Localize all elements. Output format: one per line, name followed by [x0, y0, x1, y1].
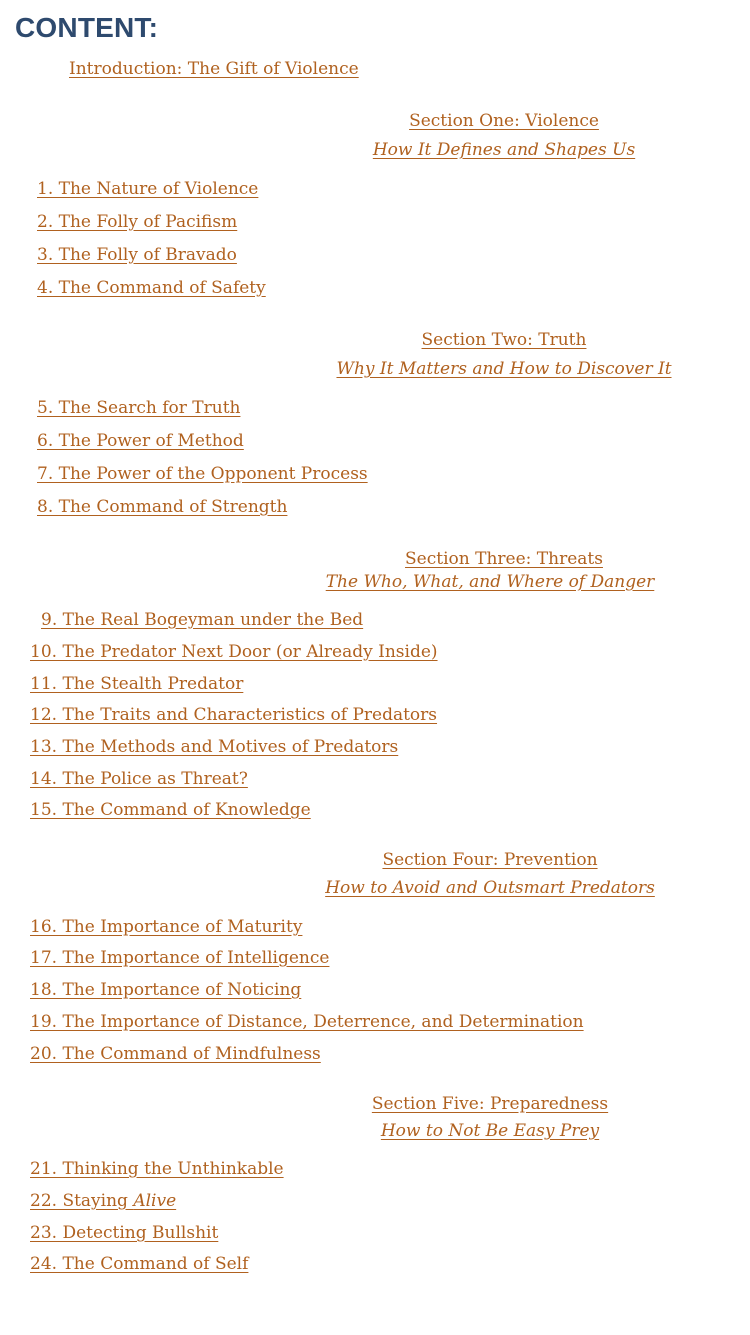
toc-link-section-4-title[interactable]: Section Four: Prevention: [382, 850, 598, 870]
toc-link-chapter-23[interactable]: 23. Detecting Bullshit: [30, 1223, 219, 1243]
toc-link-section-1-title[interactable]: Section One: Violence: [409, 111, 599, 131]
toc-link-section-3-title[interactable]: Section Three: Threats: [405, 549, 603, 569]
toc-link-chapter-9[interactable]: 9. The Real Bogeyman under the Bed: [41, 610, 364, 630]
toc-link-chapter-20[interactable]: 20. The Command of Mindfulness: [30, 1044, 321, 1064]
toc-link-chapter-2[interactable]: 2. The Folly of Pacifism: [37, 212, 238, 232]
toc-link-section-4-subtitle[interactable]: How to Avoid and Outsmart Predators: [325, 878, 655, 898]
toc-link-chapter-3[interactable]: 3. The Folly of Bravado: [37, 245, 237, 265]
toc-link-chapter-15[interactable]: 15. The Command of Knowledge: [30, 800, 311, 820]
toc-link-section-5-subtitle[interactable]: How to Not Be Easy Prey: [380, 1121, 600, 1141]
toc-link-chapter-5[interactable]: 5. The Search for Truth: [37, 398, 241, 418]
toc-link-section-5-title[interactable]: Section Five: Preparedness: [371, 1094, 609, 1114]
toc-link-chapter-21[interactable]: 21. Thinking the Unthinkable: [30, 1159, 284, 1179]
chapter-22-label: 22. Staying: [30, 1191, 134, 1211]
toc-link-chapter-11[interactable]: 11. The Stealth Predator: [30, 674, 244, 694]
toc-link-chapter-10[interactable]: 10. The Predator Next Door (or Already Inside): [30, 642, 438, 662]
toc-link-chapter-6[interactable]: 6. The Power of Method: [37, 431, 244, 451]
toc-link-introduction[interactable]: Introduction: The Gift of Violence: [69, 59, 359, 79]
page-title: CONTENT:: [15, 12, 159, 43]
toc-link-chapter-12[interactable]: 12. The Traits and Characteristics of Predators: [30, 705, 438, 725]
toc-link-section-2-subtitle[interactable]: Why It Matters and How to Discover It: [336, 359, 672, 379]
toc-link-chapter-16[interactable]: 16. The Importance of Maturity: [30, 917, 303, 937]
toc-link-chapter-14[interactable]: 14. The Police as Threat?: [30, 769, 248, 789]
toc-link-chapter-22[interactable]: [30, 1191, 176, 1211]
toc-link-section-1-subtitle[interactable]: How It Defines and Shapes Us: [372, 140, 636, 160]
toc-link-section-2-title[interactable]: Section Two: Truth: [421, 330, 587, 350]
toc-link-chapter-17[interactable]: 17. The Importance of Intelligence: [30, 948, 330, 968]
toc-link-chapter-4[interactable]: 4. The Command of Safety: [37, 278, 266, 298]
chapter-22-emphasis: Alive: [133, 1191, 177, 1211]
toc-link-chapter-1[interactable]: 1. The Nature of Violence: [37, 179, 259, 199]
toc-link-chapter-19[interactable]: 19. The Importance of Distance, Deterrence, and Determination: [30, 1012, 584, 1032]
toc-link-chapter-13[interactable]: 13. The Methods and Motives of Predators: [30, 737, 399, 757]
toc-link-chapter-18[interactable]: 18. The Importance of Noticing: [30, 980, 302, 1000]
toc-link-chapter-7[interactable]: 7. The Power of the Opponent Process: [37, 464, 368, 484]
toc-link-chapter-8[interactable]: 8. The Command of Strength: [37, 497, 288, 517]
toc-link-chapter-24[interactable]: 24. The Command of Self: [30, 1254, 249, 1274]
toc-link-section-3-subtitle[interactable]: The Who, What, and Where of Danger: [325, 572, 655, 592]
